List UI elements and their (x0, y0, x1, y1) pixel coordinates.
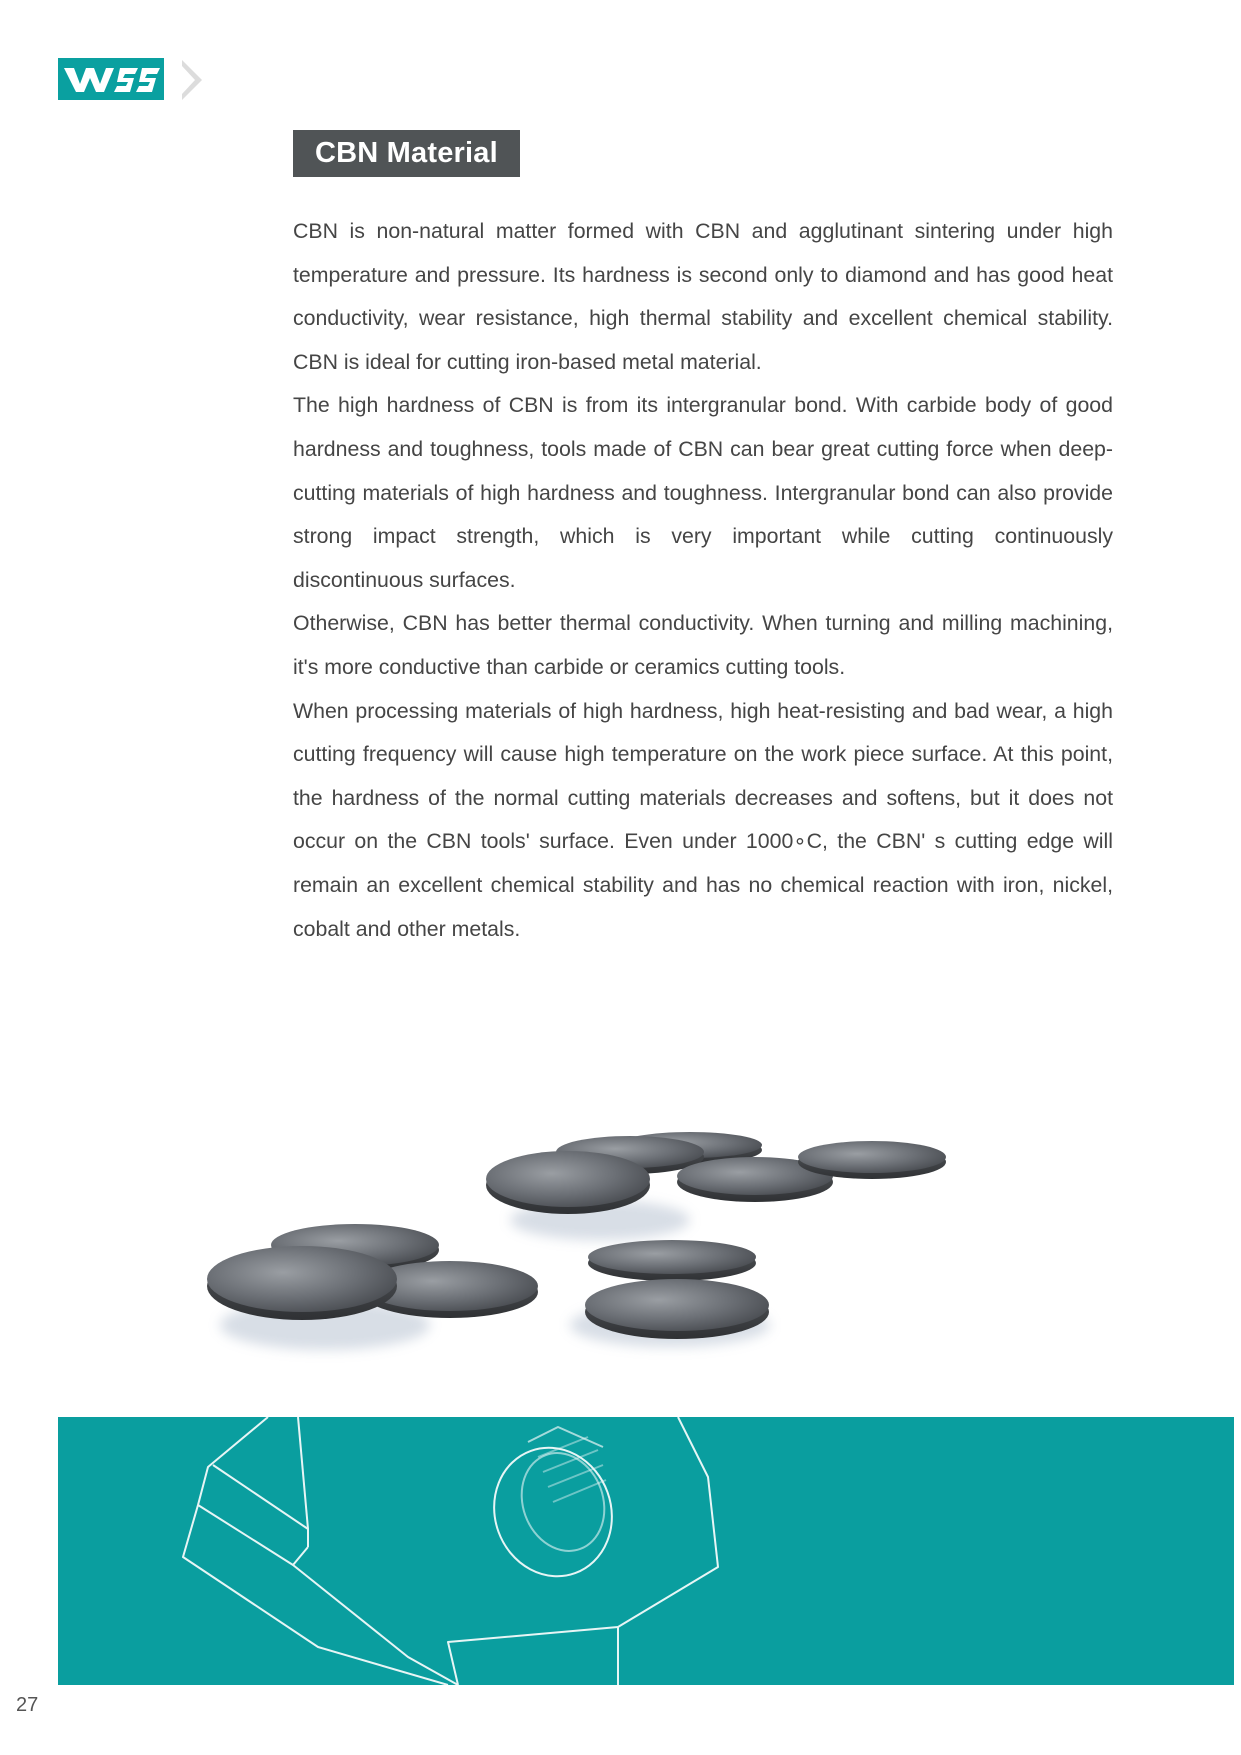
section-title: CBN Material (293, 130, 520, 177)
paragraph: The high hardness of CBN is from its intergranular bond. With carbide body of good hardness and toughness, tools made of CBN can bear great cutting force when deep-cutting materials of high hardness and toughness. Intergranular bond can also provide strong impact strength, which is very important while cutting continuously discontinuous surfaces. (293, 393, 1113, 592)
footer-band (58, 1417, 1234, 1685)
paragraph: When processing materials of high hardness, high heat-resisting and bad wear, a high cutting frequency will cause high temperature on the work piece surface. At this point, the hardness of the normal cutting materials decreases and softens, but it does not occur on the CBN tools' surface. Even under 1000∘C, the CBN' s cutting edge will remain an excellent chemical stability and has no chemical reaction with iron, nickel, cobalt and other metals. (293, 698, 1113, 941)
brand-logo (58, 58, 164, 100)
paragraph: CBN is non-natural matter formed with CBN and agglutinant sintering under high temperature and pressure. Its hardness is second only to diamond and has good heat conductivity, wear resistance, high thermal stability and excellent chemical stability. CBN is ideal for cutting iron-based metal material. (293, 219, 1113, 374)
wss-logo-icon (58, 58, 164, 100)
page-number: 27 (16, 1694, 39, 1716)
disc-lower-left-group (207, 1224, 538, 1320)
paragraph: Otherwise, CBN has better thermal conductivity. When turning and milling machining, it's more conductive than carbide or ceramics cutting tools. (293, 611, 1113, 679)
cbn-discs-photo (200, 1100, 1060, 1380)
body-text (293, 210, 1113, 951)
disc-upper-group (486, 1132, 946, 1214)
insert-drawing-icon (58, 1417, 1234, 1685)
logo-arrow-icon (180, 60, 204, 100)
disc-lower-right-group (585, 1240, 769, 1339)
